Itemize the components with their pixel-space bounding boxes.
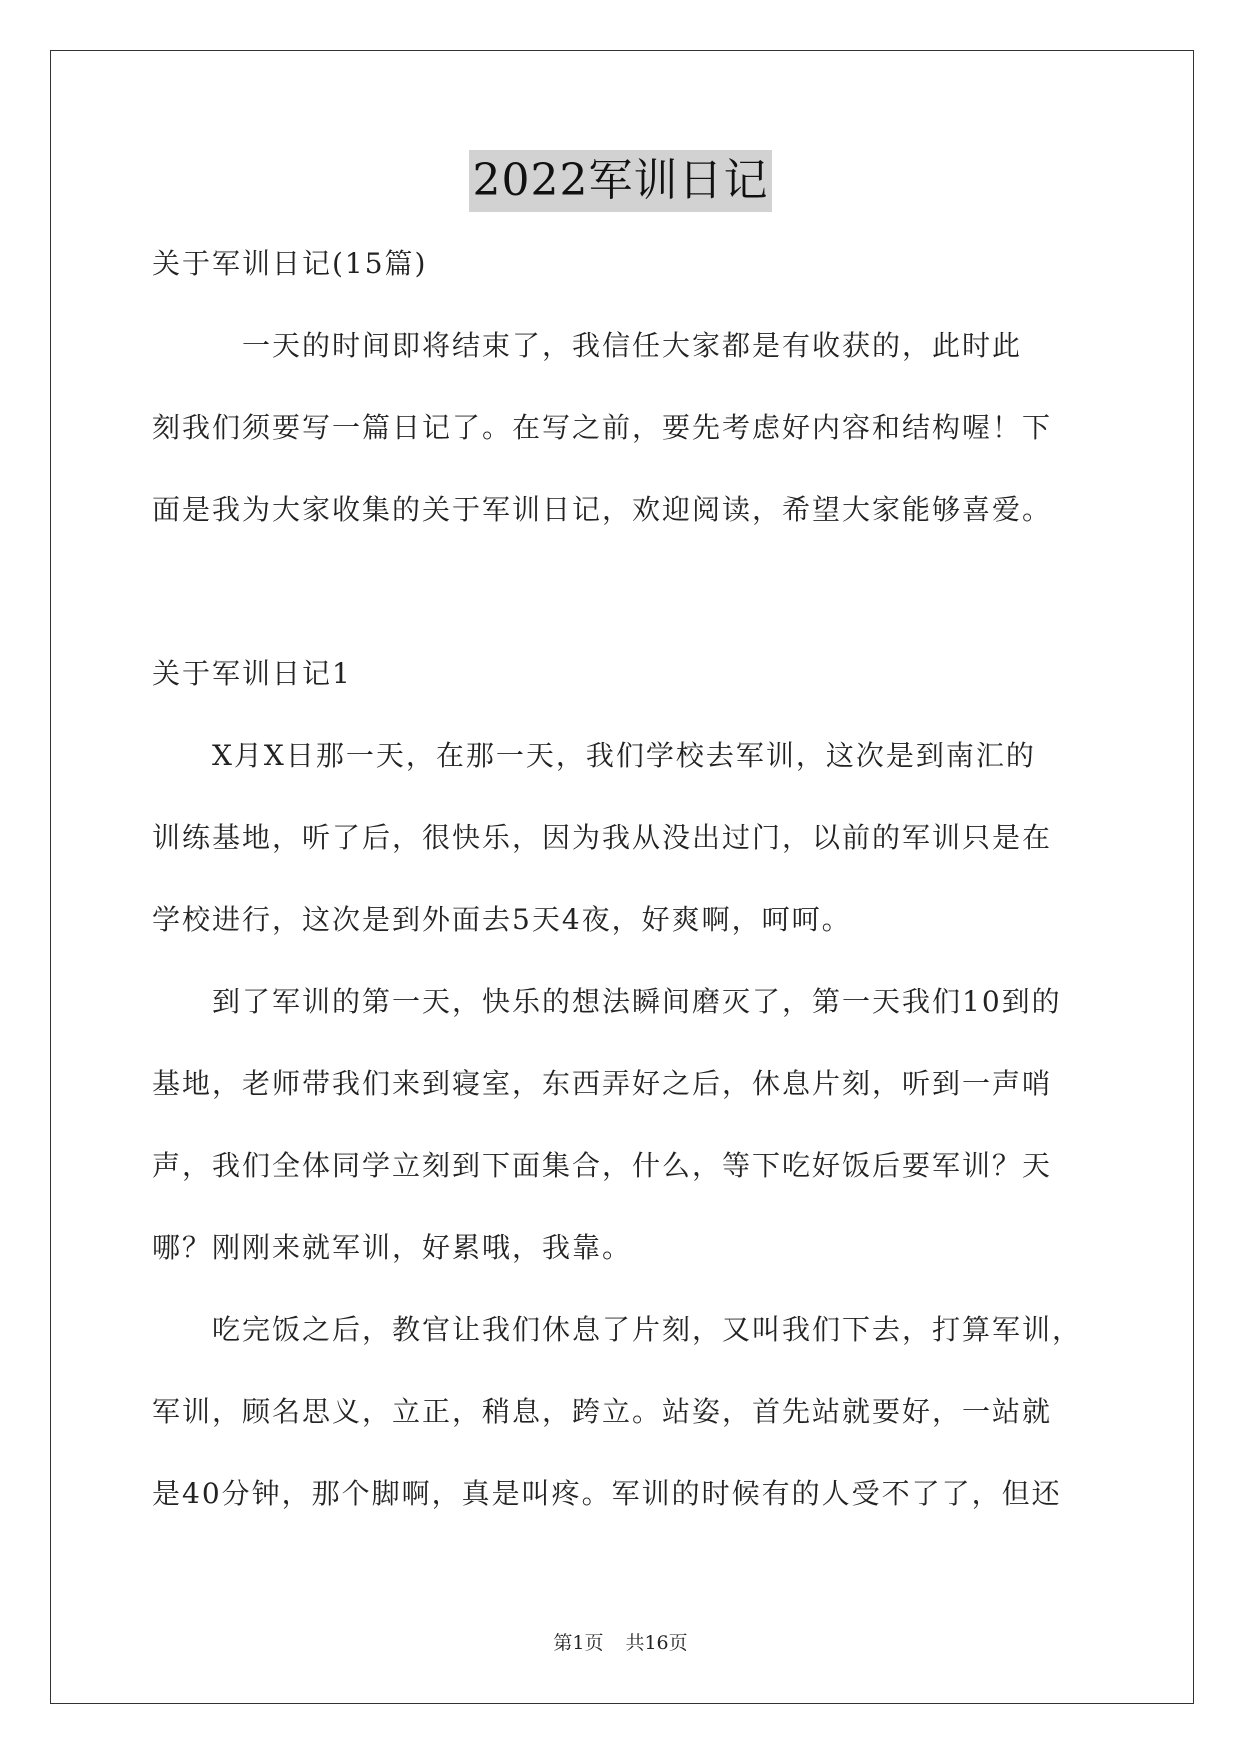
text-line: 一天的时间即将结束了，我信任大家都是有收获的，此时此 <box>152 329 1023 362</box>
text-line: 面是我为大家收集的关于军训日记，欢迎阅读，希望大家能够喜爱。 <box>152 493 1053 526</box>
text-line: 基地，老师带我们来到寝室，东西弄好之后，休息片刻，听到一声哨 <box>152 1067 1053 1100</box>
text-line: 军训，顾名思义，立正，稍息，跨立。站姿，首先站就要好，一站就 <box>152 1395 1053 1428</box>
page-total: 共16页 <box>625 1632 688 1654</box>
text-line: 声，我们全体同学立刻到下面集合，什么，等下吃好饭后要军训？天 <box>152 1149 1053 1182</box>
page-number: 第1页 <box>553 1632 604 1654</box>
document-body <box>152 236 1092 1548</box>
blank-line <box>152 564 1092 646</box>
document-subtitle: 关于军训日记(15篇) <box>152 247 428 280</box>
text-line: 哪？刚刚来就军训，好累哦，我靠。 <box>152 1231 633 1264</box>
text-line: X月X日那一天，在那一天，我们学校去军训，这次是到南汇的 <box>152 739 1036 772</box>
text-line: 是40分钟，那个脚啊，真是叫疼。军训的时候有的人受不了了，但还 <box>152 1477 1062 1510</box>
text-line: 吃完饭之后，教官让我们休息了片刻，又叫我们下去，打算军训， <box>152 1313 1083 1346</box>
text-line: 刻我们须要写一篇日记了。在写之前，要先考虑好内容和结构喔！下 <box>152 411 1053 444</box>
title-container <box>0 150 1241 212</box>
text-line: 学校进行，这次是到外面去5天4夜，好爽啊，呵呵。 <box>152 903 852 936</box>
text-line: 训练基地，听了后，很快乐，因为我从没出过门，以前的军训只是在 <box>152 821 1053 854</box>
section-heading: 关于军训日记1 <box>152 657 352 690</box>
text-line: 到了军训的第一天，快乐的想法瞬间磨灭了，第一天我们10到的 <box>152 985 1062 1018</box>
page-footer <box>0 1628 1241 1655</box>
document-title: 2022军训日记 <box>469 150 773 212</box>
